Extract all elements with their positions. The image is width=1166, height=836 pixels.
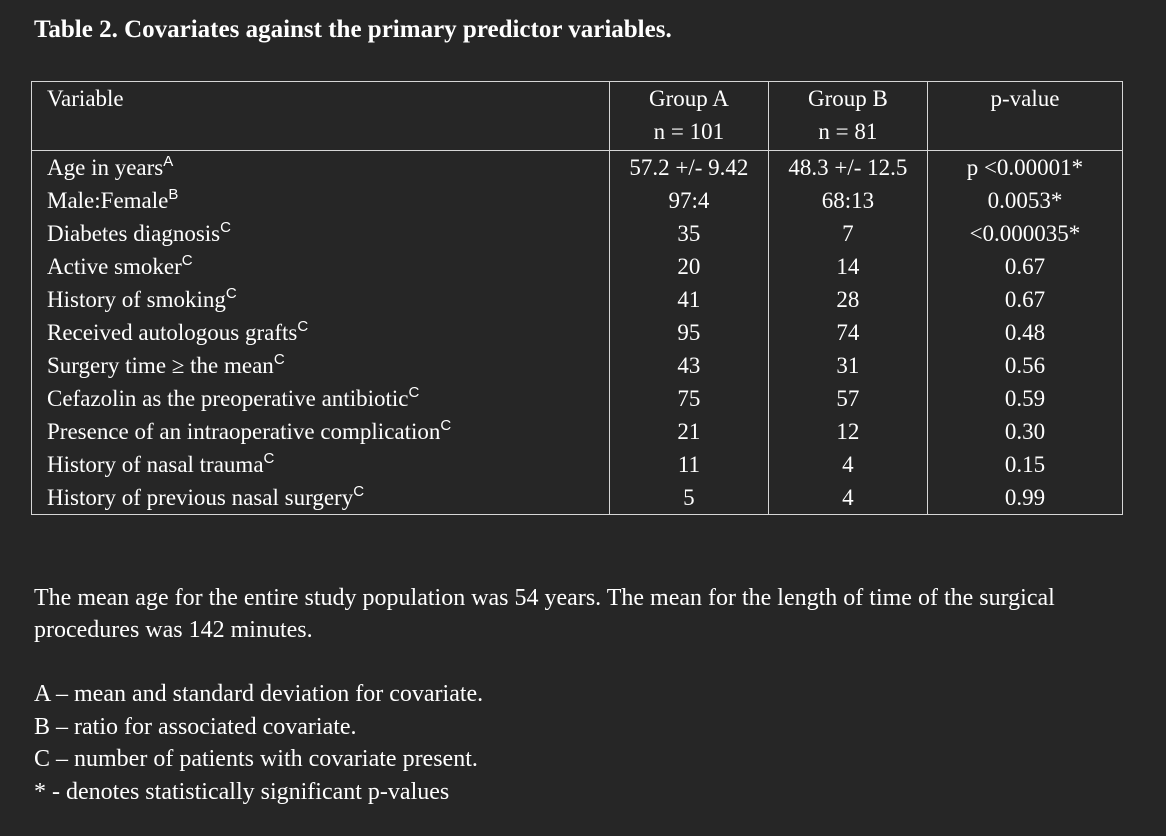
row-variable-label: History of nasal trauma xyxy=(47,452,264,477)
row-p-value: 0.67 xyxy=(927,283,1122,316)
header-group-b xyxy=(768,82,927,151)
table-row xyxy=(32,250,1123,283)
row-group-a: 20 xyxy=(609,250,768,283)
row-group-b: 4 xyxy=(768,448,927,481)
row-p-value: <0.000035* xyxy=(927,217,1122,250)
table-header-row xyxy=(32,82,1123,151)
row-variable-label: Received autologous grafts xyxy=(47,320,298,345)
row-variable xyxy=(32,448,610,481)
row-group-a: 35 xyxy=(609,217,768,250)
row-variable xyxy=(32,349,610,382)
table-row xyxy=(32,184,1123,217)
header-variable-label: Variable xyxy=(47,86,124,111)
row-p-value: 0.0053* xyxy=(927,184,1122,217)
footnote-marker: C xyxy=(225,285,237,302)
row-variable-label: Age in years xyxy=(47,155,164,180)
row-variable-label: History of previous nasal surgery xyxy=(47,485,354,510)
row-group-b: 68:13 xyxy=(768,184,927,217)
footnote-marker: C xyxy=(408,384,420,401)
footnote-marker: C xyxy=(440,417,452,434)
row-variable xyxy=(32,151,610,185)
row-group-a: 97:4 xyxy=(609,184,768,217)
legend-item-asterisk: * - denotes statistically significant p-values xyxy=(34,778,450,805)
row-p-value: 0.59 xyxy=(927,382,1122,415)
study-note: The mean age for the entire study population was 54 years. The mean for the length of time of the surgical procedures was 142 minutes. xyxy=(34,585,1055,643)
footnote-marker: C xyxy=(273,351,285,368)
row-p-value: 0.15 xyxy=(927,448,1122,481)
row-group-b: 14 xyxy=(768,250,927,283)
row-group-a: 43 xyxy=(609,349,768,382)
row-group-b: 48.3 +/- 12.5 xyxy=(768,151,927,185)
footnote-marker: A xyxy=(163,153,174,170)
covariates-table xyxy=(31,81,1123,515)
table-title: Table 2. Covariates against the primary predictor variables. xyxy=(34,16,672,43)
row-variable-label: History of smoking xyxy=(47,287,226,312)
row-variable xyxy=(32,415,610,448)
header-group-a-name: Group A xyxy=(648,86,729,111)
header-variable xyxy=(32,82,610,151)
row-variable xyxy=(32,283,610,316)
row-variable-label: Presence of an intraoperative complication xyxy=(47,419,441,444)
footnote-marker: C xyxy=(220,219,231,236)
legend-item-c: C – number of patients with covariate present. xyxy=(34,746,478,772)
header-group-b-n: n = 81 xyxy=(818,119,878,144)
row-group-b: 31 xyxy=(768,349,927,382)
row-variable xyxy=(32,184,610,217)
header-p-value-label: p-value xyxy=(990,86,1060,111)
table-row xyxy=(32,283,1123,316)
footnote-marker: C xyxy=(353,483,365,500)
row-group-b: 4 xyxy=(768,481,927,515)
row-variable-label: Male:Female xyxy=(47,188,169,213)
header-p-value xyxy=(927,82,1122,151)
row-group-a: 95 xyxy=(609,316,768,349)
legend-item-b: B – ratio for associated covariate. xyxy=(34,713,357,740)
row-variable xyxy=(32,250,610,283)
header-group-b-name: Group B xyxy=(807,86,888,111)
table-row xyxy=(32,217,1123,250)
row-p-value: 0.30 xyxy=(927,415,1122,448)
row-group-b: 28 xyxy=(768,283,927,316)
table-row xyxy=(32,382,1123,415)
header-group-a xyxy=(609,82,768,151)
table-row xyxy=(32,316,1123,349)
row-variable-label: Surgery time ≥ the mean xyxy=(47,353,274,378)
row-group-a: 11 xyxy=(609,448,768,481)
row-variable xyxy=(32,481,610,515)
footnote-marker: C xyxy=(297,318,309,335)
footnote-marker: C xyxy=(263,450,275,467)
table-row xyxy=(32,481,1123,515)
table-row xyxy=(32,415,1123,448)
row-group-b: 74 xyxy=(768,316,927,349)
table-row xyxy=(32,151,1123,185)
header-group-a-n: n = 101 xyxy=(653,119,725,144)
row-group-a: 21 xyxy=(609,415,768,448)
row-group-a: 5 xyxy=(609,481,768,515)
row-variable-label: Cefazolin as the preoperative antibiotic xyxy=(47,386,409,411)
row-variable xyxy=(32,217,610,250)
row-group-a: 75 xyxy=(609,382,768,415)
row-p-value: 0.67 xyxy=(927,250,1122,283)
footnote-marker: B xyxy=(168,186,179,203)
row-p-value: p <0.00001* xyxy=(927,151,1122,185)
legend-item-a: A – mean and standard deviation for covariate. xyxy=(34,681,484,707)
row-group-a: 41 xyxy=(609,283,768,316)
footnote-marker: C xyxy=(181,252,193,269)
row-variable-label: Diabetes diagnosis xyxy=(47,221,221,246)
table-row xyxy=(32,448,1123,481)
row-group-a: 57.2 +/- 9.42 xyxy=(609,151,768,185)
row-group-b: 57 xyxy=(768,382,927,415)
row-group-b: 7 xyxy=(768,217,927,250)
row-p-value: 0.99 xyxy=(927,481,1122,515)
row-group-b: 12 xyxy=(768,415,927,448)
table-row xyxy=(32,349,1123,382)
footnote-legend xyxy=(34,678,483,808)
row-p-value: 0.48 xyxy=(927,316,1122,349)
row-variable-label: Active smoker xyxy=(47,254,182,279)
row-variable xyxy=(32,316,610,349)
row-p-value: 0.56 xyxy=(927,349,1122,382)
row-variable xyxy=(32,382,610,415)
